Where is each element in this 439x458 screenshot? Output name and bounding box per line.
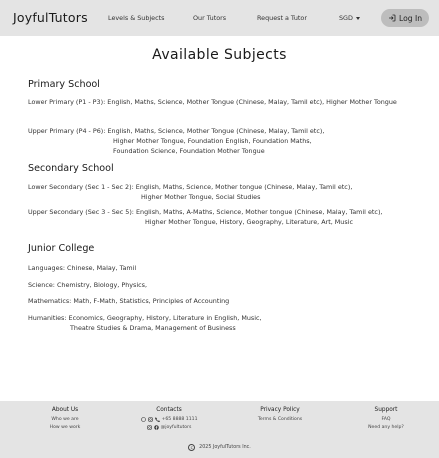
lower-primary-line: Lower Primary (P1 - P3): English, Maths, Science, Mother Tongue (Chinese, Malay, Tamil etc), Higher Mother Tongue	[28, 98, 397, 106]
footer-link-how-we-work[interactable]: How we work	[49, 425, 81, 430]
lower-secondary-line-1: Lower Secondary (Sec 1 - Sec 2): English, Maths, Science, Mother tongue (Chinese, Malay, Tamil etc),	[28, 183, 353, 191]
lower-secondary-line-2: Higher Mother Tongue, Social Studies	[141, 193, 261, 201]
login-button[interactable]	[381, 9, 429, 27]
contact-phone: +65 8888 1111	[161, 417, 198, 422]
contact-social: @joyfultutors	[160, 424, 192, 430]
login-label: Log In	[398, 13, 423, 23]
currency-selector[interactable]	[339, 14, 360, 22]
brand-logo[interactable]: JoyfulTutors	[13, 10, 88, 25]
footer-privacy	[255, 407, 305, 424]
footer-support	[366, 407, 406, 432]
upper-primary-line-1: Upper Primary (P4 - P6): English, Maths, Science, Mother Tongue (Chinese, Malay, Tamil etc),	[28, 127, 325, 135]
whatsapp-icon[interactable]	[141, 417, 146, 422]
contact-phone-row	[139, 416, 199, 424]
upper-primary-line-2: Higher Mother Tongue, Foundation English, Foundation Maths,	[113, 137, 312, 145]
phone-icon[interactable]	[155, 417, 160, 422]
footer-contacts-heading: Contacts	[156, 407, 182, 413]
footer-privacy-heading[interactable]: Privacy Policy	[260, 407, 300, 413]
top-navbar	[0, 0, 439, 36]
copyright	[0, 444, 439, 451]
footer	[0, 401, 439, 458]
jc-humanities-line-1: Humanities: Economics, Geography, History, Literature in English, Music,	[28, 314, 262, 322]
contact-social-row	[139, 424, 199, 432]
jc-mathematics-line: Mathematics: Math, F-Math, Statistics, Principles of Accounting	[28, 297, 230, 305]
nav-request-tutor[interactable]: Request a Tutor	[257, 14, 307, 22]
junior-college-heading: Junior College	[28, 243, 95, 254]
chevron-down-icon	[356, 17, 360, 20]
footer-about	[45, 407, 85, 432]
footer-link-who-we-are[interactable]: Who we are	[51, 417, 79, 422]
nav-levels-subjects[interactable]: Levels & Subjects	[108, 14, 165, 22]
jc-science-line: Science: Chemistry, Biology, Physics,	[28, 281, 148, 289]
facebook-icon[interactable]	[154, 425, 159, 430]
footer-contacts	[139, 407, 199, 431]
page-title: Available Subjects	[152, 47, 287, 63]
footer-link-faq[interactable]: FAQ	[381, 417, 391, 422]
currency-label: SGD	[339, 14, 353, 22]
upper-secondary-line-1: Upper Secondary (Sec 3 - Sec 5): English, Maths, A-Maths, Science, Mother tongue (Chinese, Malay, Tamil etc),	[28, 208, 383, 216]
instagram-icon[interactable]	[147, 425, 152, 430]
upper-secondary-line-2: Higher Mother Tongue, History, Geography, Literature, Art, Music	[145, 218, 353, 226]
jc-humanities-line-2: Theatre Studies & Drama, Management of Business	[70, 324, 236, 332]
footer-about-heading: About Us	[51, 407, 79, 413]
copyright-icon: c	[188, 444, 195, 451]
upper-primary-line-3: Foundation Science, Foundation Mother Tongue	[113, 147, 265, 155]
nav-our-tutors[interactable]: Our Tutors	[193, 14, 227, 22]
jc-languages-line: Languages: Chinese, Malay, Tamil	[28, 264, 137, 272]
login-icon	[388, 14, 396, 22]
footer-support-heading: Support	[374, 407, 398, 413]
instagram-icon[interactable]	[148, 417, 153, 422]
secondary-school-heading: Secondary School	[28, 163, 114, 174]
primary-school-heading: Primary School	[28, 79, 100, 90]
footer-link-terms[interactable]: Terms & Conditions	[257, 417, 303, 422]
copyright-text: 2025 JoyfulTutors Inc.	[199, 445, 251, 450]
footer-link-help[interactable]: Need any help?	[368, 425, 404, 430]
